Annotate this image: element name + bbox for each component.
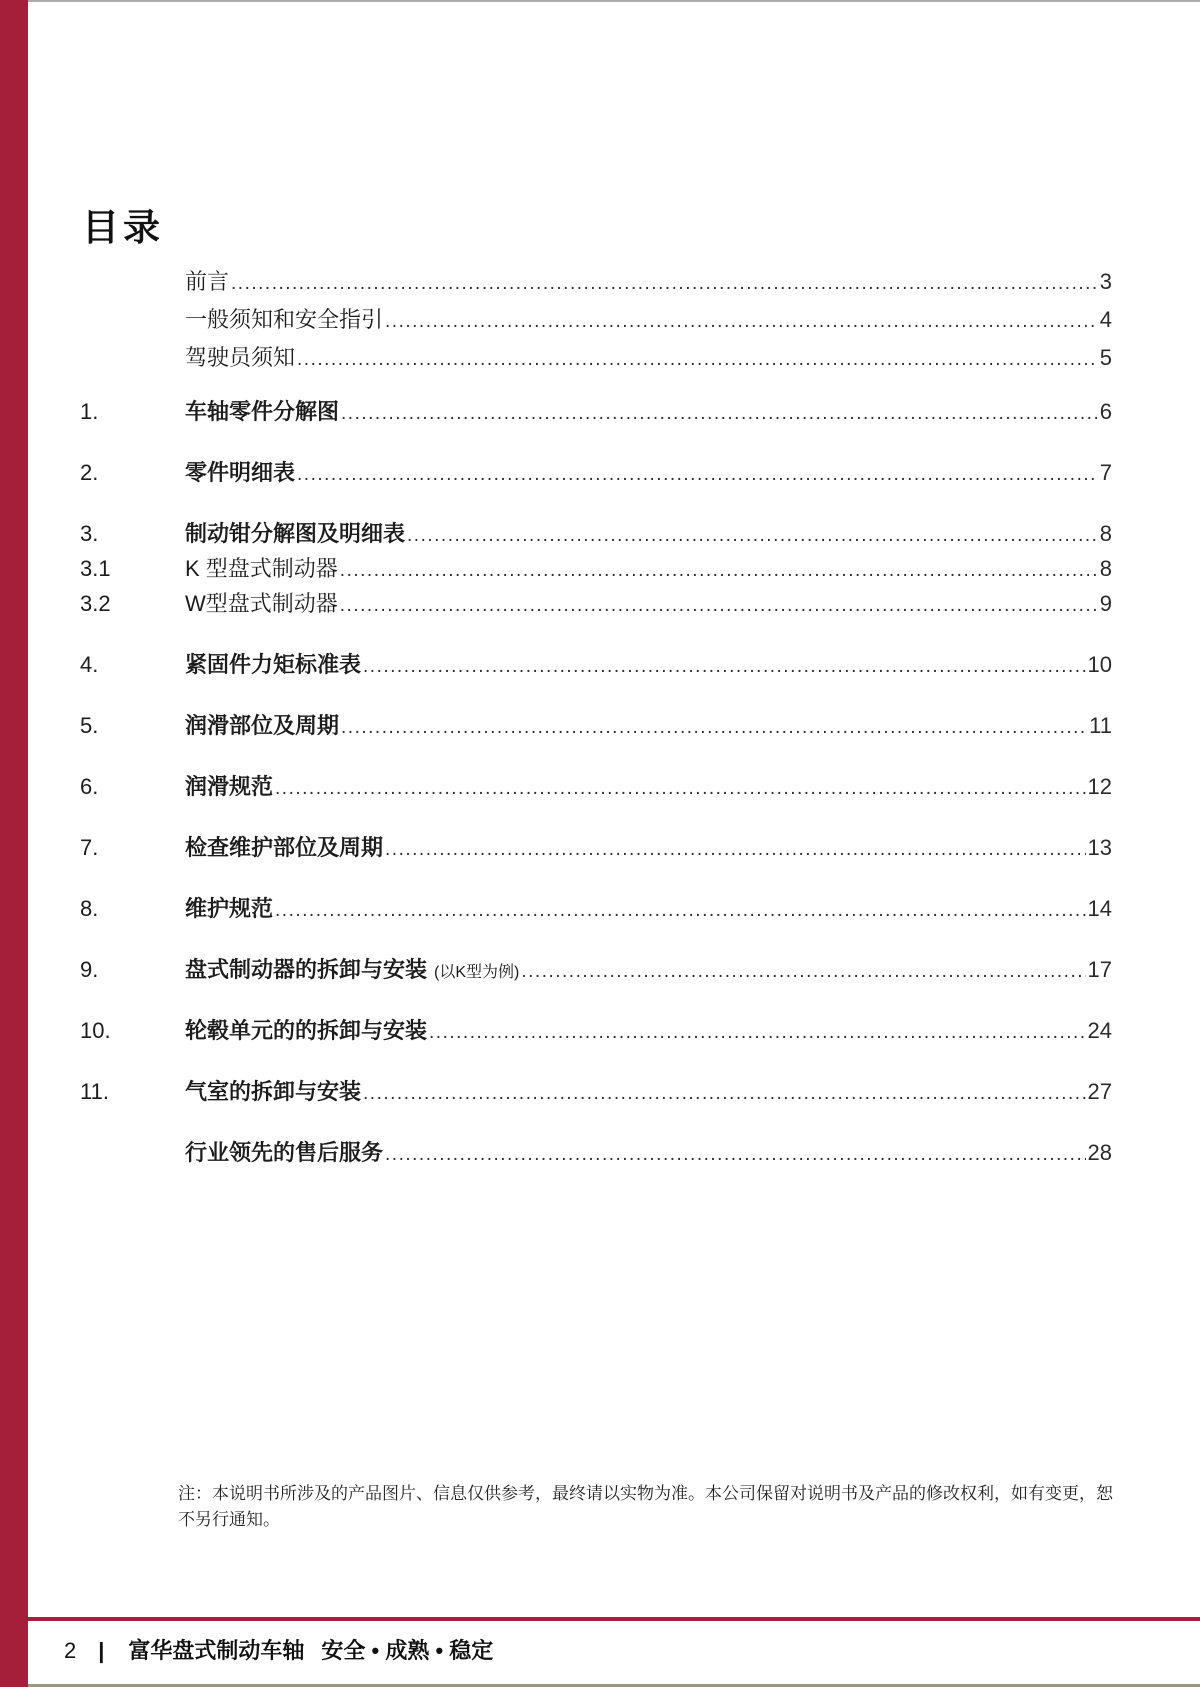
toc-entry-number: 8. (80, 896, 99, 921)
toc-entry (80, 651, 1112, 679)
dotted-leader (275, 897, 1086, 925)
toc-entry-page-number: 14 (1087, 896, 1112, 921)
footer-separator: | (98, 1638, 105, 1663)
toc-entry-number: 3. (80, 521, 99, 546)
dotted-leader (407, 522, 1098, 550)
dotted-leader (363, 1080, 1086, 1108)
toc-entry (80, 555, 1112, 583)
toc-entry-number: 1. (80, 399, 99, 424)
toc-entry-number: 9. (80, 957, 99, 982)
toc-entry-number: 6. (80, 774, 99, 799)
toc-entry (80, 1139, 1112, 1167)
toc-entry-page-number: 10 (1087, 652, 1112, 677)
dotted-leader (297, 346, 1098, 374)
dotted-leader (341, 714, 1087, 742)
dotted-leader (340, 557, 1098, 585)
toc-entry (80, 895, 1112, 923)
toc-entry (80, 344, 1112, 372)
dotted-leader (340, 592, 1098, 620)
toc-entry-title: 车轴零件分解图 (185, 399, 340, 424)
toc-entry (80, 459, 1112, 487)
toc-entry-number: 5. (80, 713, 99, 738)
toc-entry-title: 制动钳分解图及明细表 (185, 521, 406, 546)
toc-entry-page-number: 9 (1099, 591, 1112, 616)
toc-entry-page-number: 24 (1087, 1018, 1112, 1043)
page-title: 目录 (82, 206, 164, 248)
toc-entry-title: 维护规范 (185, 896, 274, 921)
toc-entry-page-number: 6 (1099, 399, 1112, 424)
dotted-leader (429, 1019, 1086, 1047)
toc-entry-number: 11. (80, 1079, 109, 1104)
toc-entry-title: 前言 (185, 269, 230, 294)
toc-entry-page-number: 28 (1087, 1140, 1112, 1165)
top-divider-line (28, 0, 1200, 2)
toc-entry-number: 3.1 (80, 556, 111, 581)
toc-entry (80, 712, 1112, 740)
toc-entry (80, 834, 1112, 862)
footer-divider-line (0, 1617, 1200, 1621)
toc-entry-suffix: (以K型为例) (434, 964, 520, 981)
toc-entry-title: 检查维护部位及周期 (185, 835, 384, 860)
toc-entry-page-number: 7 (1099, 460, 1112, 485)
toc-entry-page-number: 17 (1087, 957, 1112, 982)
toc-entry-title: 气室的拆卸与安装 (185, 1079, 362, 1104)
toc-entry (80, 520, 1112, 548)
toc-entry-page-number: 5 (1099, 345, 1112, 370)
dotted-leader (385, 836, 1086, 864)
toc-entry-page-number: 13 (1087, 835, 1112, 860)
dotted-leader (297, 461, 1098, 489)
dotted-leader (385, 1141, 1086, 1169)
toc-entry-page-number: 8 (1099, 556, 1112, 581)
toc-entry-title: 行业领先的售后服务 (185, 1140, 384, 1165)
toc-entry-title: 驾驶员须知 (185, 345, 296, 370)
toc-entry-title: 盘式制动器的拆卸与安装 (185, 957, 428, 982)
toc-entry-page-number: 27 (1087, 1079, 1112, 1104)
dotted-leader (231, 270, 1098, 298)
dotted-leader (341, 400, 1098, 428)
toc-entry-title: K 型盘式制动器 (185, 556, 338, 581)
dotted-leader (385, 308, 1098, 336)
dotted-leader (275, 775, 1086, 803)
toc-entry-title: 润滑部位及周期 (185, 713, 340, 738)
toc-entry-title: 一般须知和安全指引 (185, 307, 384, 332)
toc-entry-number: 3.2 (80, 591, 111, 616)
left-accent-bar (0, 0, 28, 1687)
toc-entry (80, 590, 1112, 618)
toc-entry-number: 10. (80, 1018, 111, 1043)
toc-entry (80, 1078, 1112, 1106)
toc-entry-page-number: 8 (1099, 521, 1112, 546)
table-of-contents (80, 268, 1112, 1167)
toc-entry-number: 4. (80, 652, 99, 677)
toc-entry (80, 956, 1112, 984)
toc-entry-page-number: 4 (1099, 307, 1112, 332)
toc-entry-title: 润滑规范 (185, 774, 274, 799)
dotted-leader (521, 958, 1085, 986)
toc-entry (80, 1017, 1112, 1045)
toc-entry-title: W型盘式制动器 (185, 591, 338, 616)
toc-entry-page-number: 3 (1099, 269, 1112, 294)
toc-entry-page-number: 12 (1087, 774, 1112, 799)
toc-entry (80, 306, 1112, 334)
footer-tagline: 安全 • 成熟 • 稳定 (321, 1638, 494, 1663)
footer-page-number: 2 (64, 1638, 77, 1663)
toc-entry-title: 零件明细表 (185, 460, 296, 485)
toc-entry-page-number: 11 (1089, 713, 1112, 738)
toc-entry-title: 紧固件力矩标准表 (185, 652, 362, 677)
toc-entry-number: 2. (80, 460, 99, 485)
toc-entry-number: 7. (80, 835, 99, 860)
toc-entry-title: 轮毂单元的的拆卸与安装 (185, 1018, 428, 1043)
toc-entry (80, 398, 1112, 426)
footer-brand: 富华盘式制动车轴 (128, 1638, 305, 1663)
toc-entry (80, 773, 1112, 801)
dotted-leader (363, 653, 1086, 681)
page-footer (64, 1634, 493, 1665)
toc-entry (80, 268, 1112, 296)
disclaimer-note: 注：本说明书所涉及的产品图片、信息仅供参考，最终请以实物为准。本公司保留对说明书及产品的修改权利，如有变更，恕不另行通知。 (178, 1484, 1113, 1529)
